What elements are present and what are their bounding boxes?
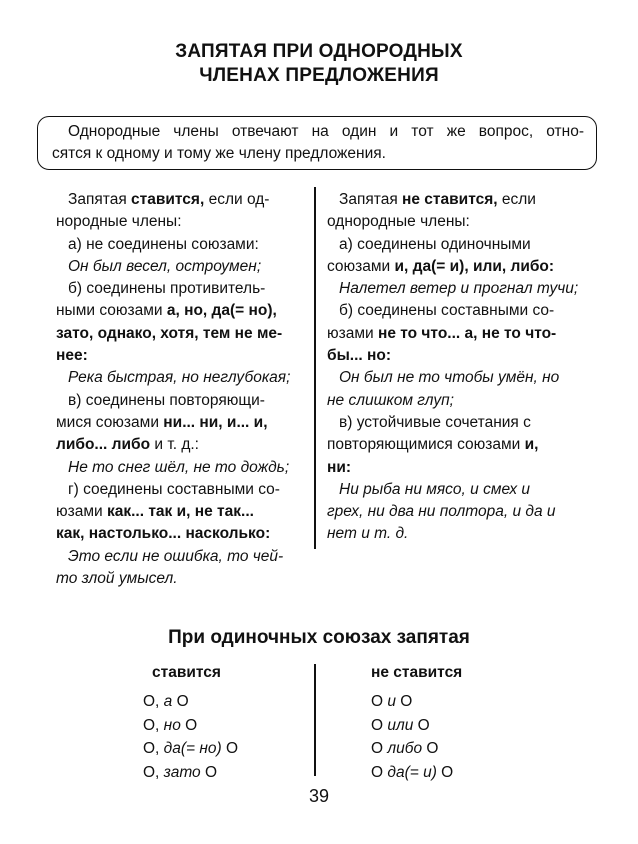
text-line	[56, 546, 296, 568]
bold-text: и, да(= и), или, либо:	[394, 257, 555, 275]
example-text: да(= и)	[387, 763, 437, 781]
title-line-2: ЧЛЕНАХ ПРЕДЛОЖЕНИЯ	[199, 65, 439, 86]
text-run: Запятая	[339, 191, 403, 208]
bold-text: ни:	[327, 458, 352, 476]
example-text: грех, ни два ни полтора, и да и	[327, 503, 556, 521]
bold-text: ни... ни, и... и,	[163, 413, 268, 431]
table-header-not-placed: не ставится	[371, 664, 463, 681]
text-line	[327, 390, 589, 412]
text-line	[327, 367, 589, 389]
table-row	[143, 761, 238, 785]
text-run: О	[413, 716, 430, 734]
text-line	[56, 568, 296, 590]
table-row	[371, 737, 453, 761]
text-line	[327, 234, 589, 256]
table-divider	[314, 664, 316, 776]
example-text: зато	[163, 763, 201, 781]
text-run: О	[180, 716, 198, 734]
text-run: г) соединены составными со-	[68, 480, 280, 498]
text-run: Запятая	[68, 191, 132, 208]
example-text: а	[163, 693, 173, 710]
text-run: однородные члены:	[327, 213, 470, 231]
text-run: О,	[143, 763, 164, 781]
text-run: союзами	[327, 257, 395, 275]
table-header-placed: ставится	[152, 664, 221, 681]
rule-text-line-1: Однородные члены отвечают на один и тот же вопрос, отно-	[68, 123, 584, 140]
text-line	[56, 256, 296, 278]
table-column-placed	[143, 690, 238, 784]
table-column-not-placed	[371, 690, 453, 784]
bold-text: а, но, да(= но),	[166, 302, 277, 320]
text-run: мися союзами	[56, 413, 164, 431]
bold-text: зато, однако, хотя, тем не ме-	[56, 324, 283, 342]
bold-text: как, настолько... насколько:	[56, 525, 271, 543]
page-number: 39	[308, 786, 330, 806]
example-text: нет и т. д.	[327, 525, 409, 543]
section-subtitle: При одиночных союзах запятая	[168, 627, 470, 648]
text-run: О	[422, 740, 439, 757]
text-run: О	[436, 763, 454, 781]
text-line	[327, 189, 589, 211]
text-run: юзами	[56, 503, 107, 521]
bold-text: бы... но:	[327, 347, 392, 365]
text-line	[327, 278, 589, 300]
bold-text: ставится,	[131, 191, 205, 208]
example-text: Он был не то чтобы умён, но	[339, 369, 560, 387]
bold-text: не то что... а, не то что-	[377, 324, 557, 342]
text-line	[327, 345, 589, 367]
bold-text: нее:	[56, 347, 88, 365]
table-row	[371, 761, 453, 785]
example-text: либо	[387, 740, 423, 757]
text-run: О	[396, 693, 413, 710]
text-run: О	[172, 693, 189, 710]
example-text: и	[387, 693, 396, 710]
text-line	[56, 323, 296, 345]
example-text: то злой умысел.	[56, 570, 178, 588]
text-line	[327, 323, 589, 345]
text-run: б) соединены противитель-	[68, 280, 266, 298]
example-text: не слишком глуп;	[327, 391, 454, 409]
text-run: О	[371, 716, 388, 734]
rule-text-line-2: сятся к одному и тому же члену предложения.	[52, 145, 386, 162]
text-run: нородные члены:	[56, 213, 182, 231]
text-line	[56, 501, 296, 523]
text-line	[56, 390, 296, 412]
table-row	[143, 690, 238, 714]
column-divider	[314, 187, 316, 549]
text-line	[56, 189, 296, 211]
text-run: в) устойчивые сочетания с	[339, 413, 531, 431]
table-row	[143, 714, 238, 738]
text-run: О	[371, 740, 388, 757]
text-run: ными союзами	[56, 302, 167, 320]
text-run: О	[371, 763, 388, 781]
example-text: Это если не ошибка, то чей-	[68, 547, 284, 565]
table-row	[371, 714, 453, 738]
example-text: Река быстрая, но неглубокая;	[68, 369, 291, 387]
text-run: О,	[143, 693, 164, 710]
text-line	[56, 523, 296, 545]
bold-text: как... так и, не так...	[106, 503, 254, 521]
example-text: или	[387, 716, 414, 734]
text-line	[56, 412, 296, 434]
text-run: если	[497, 191, 536, 208]
example-text: да(= но)	[163, 740, 222, 757]
text-line	[327, 256, 589, 278]
text-run: О	[371, 693, 388, 710]
text-run: повторяющимися союзами	[327, 436, 525, 454]
text-run: б) соединены составными со-	[339, 302, 555, 320]
page-title	[0, 40, 638, 88]
comma-placed-column	[56, 189, 296, 590]
example-text: Налетел ветер и прогнал тучи;	[339, 280, 579, 298]
table-row	[143, 737, 238, 761]
text-line	[56, 434, 296, 456]
text-line	[327, 434, 589, 456]
text-line	[327, 457, 589, 479]
text-line	[56, 367, 296, 389]
text-run: а) не соединены союзами:	[68, 235, 259, 253]
text-run: юзами	[327, 324, 378, 342]
bold-text: либо... либо	[56, 436, 151, 454]
text-line	[327, 479, 589, 501]
text-run: О,	[143, 740, 164, 757]
example-text: Не то снег шёл, не то дождь;	[68, 458, 290, 476]
text-line	[56, 234, 296, 256]
title-line-1: ЗАПЯТАЯ ПРИ ОДНОРОДНЫХ	[175, 41, 463, 62]
text-run: О,	[143, 716, 164, 734]
text-line	[56, 300, 296, 322]
example-text: Ни рыба ни мясо, и смех и	[339, 480, 531, 498]
text-line	[56, 345, 296, 367]
rule-definition-box	[37, 116, 597, 170]
text-run: О	[221, 740, 239, 757]
text-run: О	[200, 763, 218, 781]
text-line	[56, 457, 296, 479]
bold-text: не ставится,	[402, 191, 498, 208]
text-line	[56, 278, 296, 300]
table-row	[371, 690, 453, 714]
text-line	[327, 412, 589, 434]
text-run: и т. д.:	[150, 436, 199, 454]
text-line	[327, 523, 589, 545]
text-line	[327, 211, 589, 233]
text-line	[327, 501, 589, 523]
text-run: в) соединены повторяющи-	[68, 391, 265, 409]
text-line	[56, 211, 296, 233]
bold-text: и,	[524, 436, 539, 454]
text-line	[56, 479, 296, 501]
text-run: а) соединены одиночными	[339, 235, 531, 253]
comma-not-placed-column	[327, 189, 589, 546]
text-run: если од-	[204, 191, 270, 208]
text-line	[327, 300, 589, 322]
example-text: но	[163, 716, 181, 734]
example-text: Он был весел, остроумен;	[68, 257, 262, 275]
